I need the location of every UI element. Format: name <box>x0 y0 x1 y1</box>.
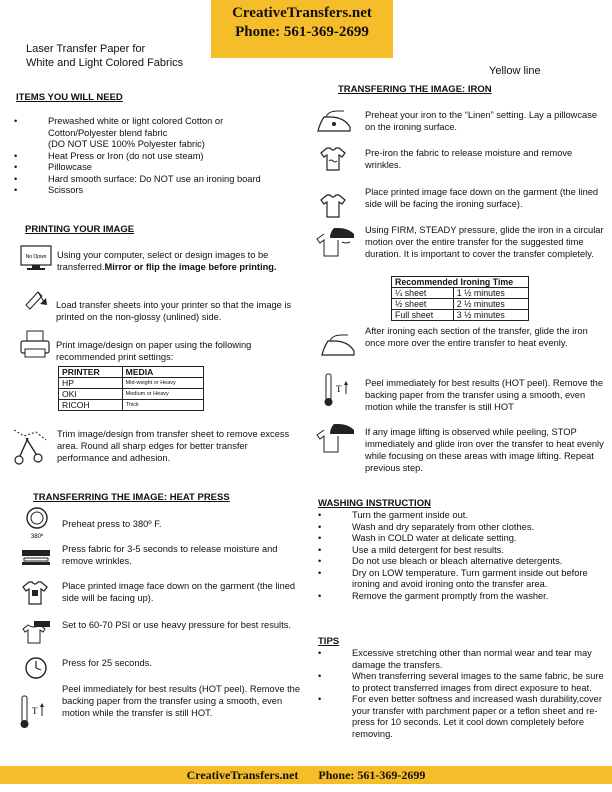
table-header-media: MEDIA <box>122 367 203 378</box>
list-item: • Use a mild detergent for best results. <box>318 545 606 557</box>
printing-step1: Using your computer, select or design images to be transferred.Mirror or flip the image before printing. <box>57 250 277 272</box>
table-header-ironing-time: Recommended Ironing Time <box>392 277 529 288</box>
list-item: • Remove the garment promptly from the washer. <box>318 591 606 603</box>
table-cell: ¼ sheet <box>392 288 454 299</box>
table-row <box>59 367 204 378</box>
list-item: • Excessive stretching other than normal wear and tear may damage the transfers. <box>318 648 606 671</box>
note-label: Yellow line <box>489 65 541 77</box>
brand-phone: Phone: 561-369-2699 <box>235 24 369 40</box>
list-item: • Do not use bleach or bleach alternative detergents. <box>318 556 606 568</box>
iron-step1: Preheat your iron to the “Linen” setting. Lay a pillowcase on the ironing surface. <box>365 110 598 132</box>
heat-press-heading: TRANSFERRING THE IMAGE: HEAT PRESS <box>33 492 230 503</box>
clock-icon <box>24 656 48 680</box>
table-row <box>392 310 529 321</box>
iron-step7: If any image lifting is observed while peeling, STOP immediately and glide iron over the transfer to heat evenly while focusing on these areas with image lifting. Repeat previous step. <box>365 427 604 473</box>
table-cell: 1 ½ minutes <box>453 288 528 299</box>
heat-press-step6: Peel immediately for best results (HOT peel). Remove the backing paper from the transfer using a smooth, even motion while the transfer is still HOT. <box>62 684 301 718</box>
svg-text:T: T <box>32 706 38 716</box>
printing-step2: Load transfer sheets into your printer so that the image is printed on the non-glossy (unlined) side. <box>56 300 292 322</box>
scissors-icon <box>10 426 50 466</box>
brand-banner <box>211 0 393 58</box>
list-item-cont: (DO NOT USE 100% Polyester fabric) <box>48 139 205 149</box>
table-cell: 2 ½ minutes <box>453 299 528 310</box>
paper-icon <box>20 289 48 311</box>
printing-heading: PRINTING YOUR IMAGE <box>25 224 135 235</box>
footer-phone: Phone: 561-369-2699 <box>318 768 426 782</box>
list-item: • Pillowcase <box>14 162 92 172</box>
list-item: • Scissors <box>14 185 84 195</box>
svg-text:No Opwn: No Opwn <box>25 254 47 260</box>
table-cell: Thick <box>122 400 203 411</box>
items-list <box>14 116 310 197</box>
monitor-icon <box>20 245 52 271</box>
thermometer-icon <box>18 694 52 730</box>
svg-text:T: T <box>336 384 342 394</box>
table-cell: HP <box>59 378 123 389</box>
iron-icon <box>314 109 354 135</box>
iron-step6: Peel immediately for best results (HOT peel). Remove the backing paper from the transfer using a smooth, even motion while the transfer is still HOT <box>365 378 604 412</box>
tips-list <box>318 648 606 740</box>
heat-press-icon <box>20 544 52 566</box>
heat-press-step1: Preheat press to 380º F. <box>62 519 162 529</box>
heat-press-step4: Set to 60-70 PSI or use heavy pressure for best results. <box>62 620 291 630</box>
iron-step2: Pre-iron the fabric to release moisture and remove wrinkles. <box>365 148 573 170</box>
thermometer-icon <box>322 372 356 408</box>
iron-heading: TRANSFERING THE IMAGE: IRON <box>338 84 492 95</box>
doc-title-line1: Laser Transfer Paper for <box>26 43 146 55</box>
printing-step4: Trim image/design from transfer sheet to remove excess area. Round all sharp edges for better transfer performance and adhesion. <box>57 429 290 463</box>
table-cell: Full sheet <box>392 310 454 321</box>
press-shirt-icon <box>20 619 52 645</box>
list-item: • Turn the garment inside out. <box>318 510 606 522</box>
footer-banner <box>0 766 612 784</box>
brand-name: CreativeTransfers.net <box>232 5 372 21</box>
items-heading: ITEMS YOU WILL NEED <box>16 92 123 103</box>
heat-press-step2: Press fabric for 3-5 seconds to release moisture and remove wrinkles. <box>62 544 278 566</box>
table-cell: OKI <box>59 389 123 400</box>
svg-text:380º: 380º <box>30 534 44 540</box>
iron-step4: Using FIRM, STEADY pressure, glide the iron in a circular motion over the entire transfer for the suggested time duration. It is important to cover the transfer completely. <box>365 225 604 259</box>
table-row <box>392 288 529 299</box>
footer-brand: CreativeTransfers.net <box>186 768 299 782</box>
iron-step5: After ironing each section of the transfer, glide the iron once more over the entire transfer to heat evenly. <box>365 326 588 348</box>
table-header-printer: PRINTER <box>59 367 123 378</box>
table-row <box>59 389 204 400</box>
table-cell: RICOH <box>59 400 123 411</box>
list-item: • Dry on LOW temperature. Turn garment inside out before ironing and avoid ironing onto the transfer area. <box>318 568 606 591</box>
iron-step3: Place printed image face down on the garment (the lined side will be facing the ironing surface). <box>365 187 599 209</box>
temperature-dial-icon <box>25 506 51 540</box>
ironing-time-table <box>391 276 529 321</box>
table-row <box>59 378 204 389</box>
iron-icon <box>318 333 358 359</box>
washing-heading: WASHING INSTRUCTION <box>318 498 431 509</box>
list-item: • Hard smooth surface: Do NOT use an ironing board <box>14 173 261 184</box>
washing-list <box>318 510 606 602</box>
list-item-cont: Cotton/Polyester blend fabric <box>48 127 168 138</box>
table-cell: Medium or Heavy <box>122 389 203 400</box>
table-cell: Mid-weight or Heavy <box>122 378 203 389</box>
iron-on-shirt-icon <box>314 424 358 454</box>
table-row <box>392 277 529 288</box>
heat-press-step3: Place printed image face down on the garment (the lined side will be facing up). <box>62 581 296 603</box>
printer-icon <box>19 329 51 359</box>
printing-step3: Print image/design on paper using the following recommended print settings: <box>56 340 252 362</box>
heat-press-step5: Press for 25 seconds. <box>62 658 152 668</box>
list-item: • Heat Press or Iron (do not use steam) <box>14 150 204 161</box>
iron-on-shirt-icon <box>314 228 358 258</box>
list-item: • Prewashed white or light colored Cotton or <box>14 116 224 126</box>
doc-title <box>26 42 183 70</box>
table-row <box>59 400 204 411</box>
list-item: • For even better softness and increased wash durability,cover your transfer with parchment paper or a teflon sheet and re-press for 10 seconds. Let it cool down completely before removing. <box>318 694 606 740</box>
table-cell: ½ sheet <box>392 299 454 310</box>
tshirt-icon <box>21 580 49 606</box>
table-row <box>392 299 529 310</box>
list-item: • Wash in COLD water at delicate setting. <box>318 533 606 545</box>
doc-title-line2: White and Light Colored Fabrics <box>26 57 184 69</box>
list-item: • When transferring several images to the same fabric, be sure to protect transferred images from direct exposure to heat. <box>318 671 606 694</box>
table-cell: 3 ½ minutes <box>453 310 528 321</box>
tshirt-icon <box>318 192 346 220</box>
tips-heading: TIPS <box>318 636 340 647</box>
print-settings-table <box>58 366 204 411</box>
tshirt-wrinkle-icon <box>318 145 348 173</box>
list-item: • Wash and dry separately from other clothes. <box>318 522 606 534</box>
